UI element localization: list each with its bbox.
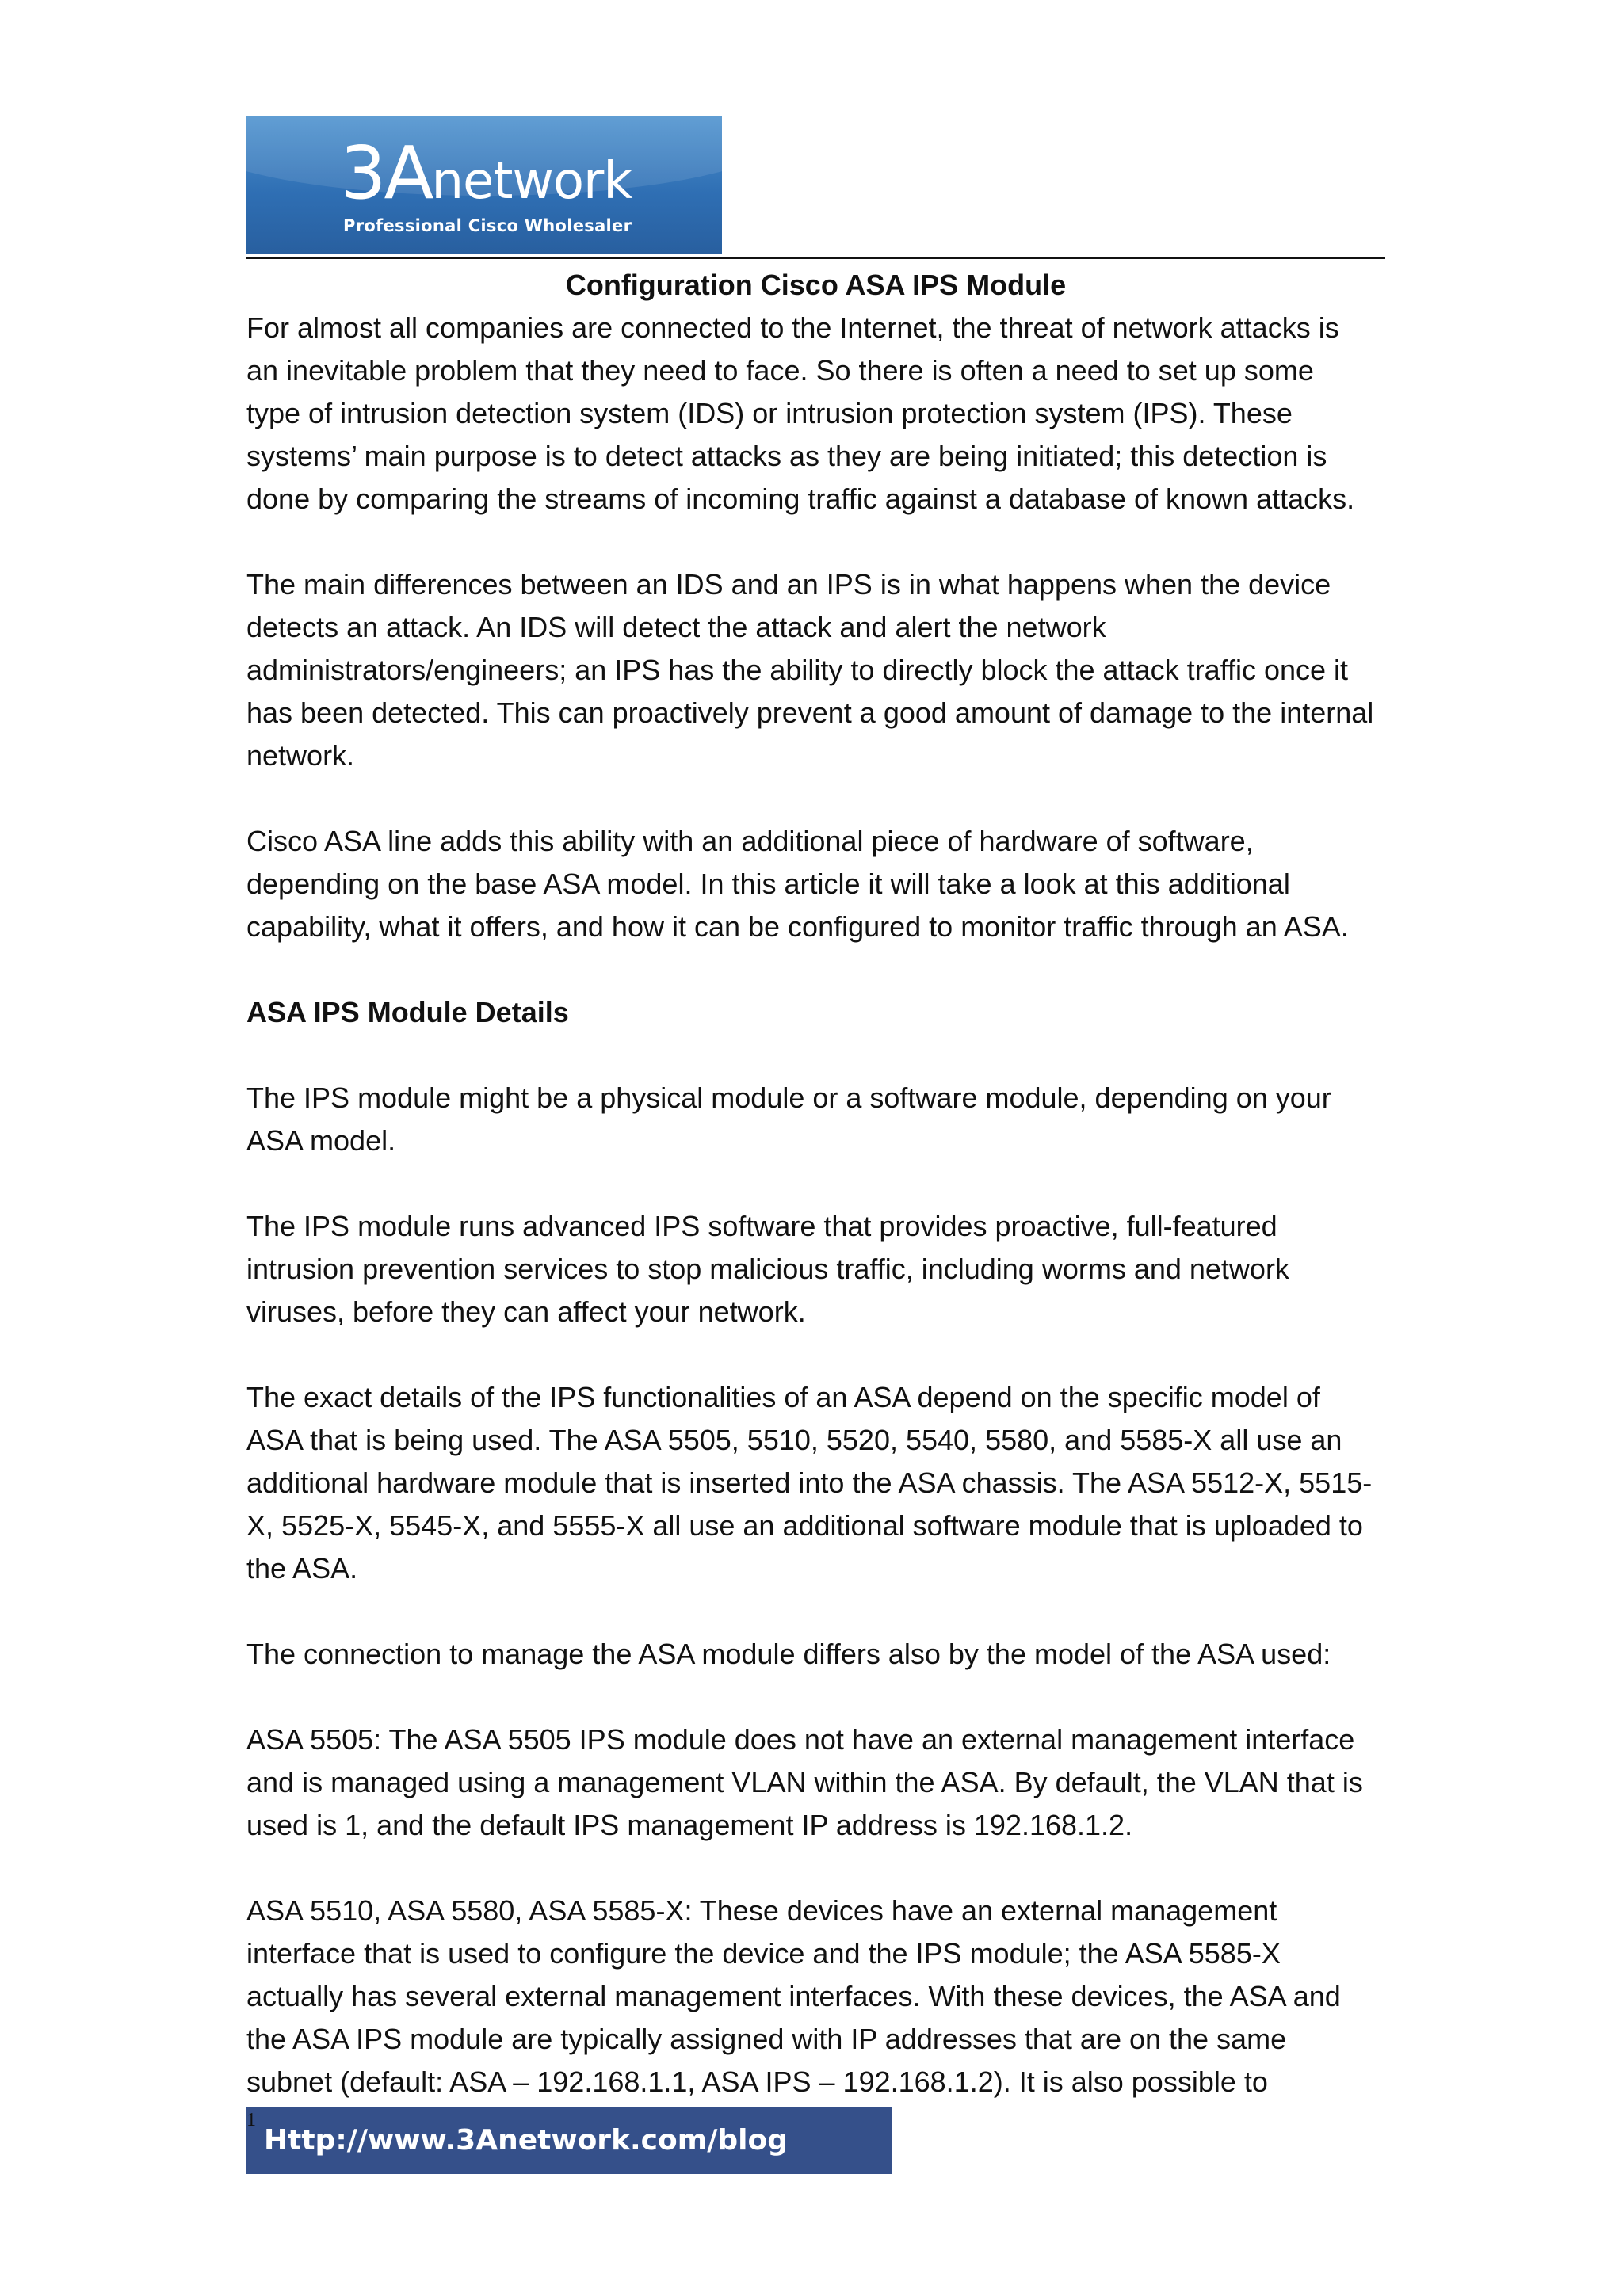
logo-rest: network bbox=[431, 152, 632, 211]
text-line: intrusion prevention services to stop malicious traffic, including worms and network bbox=[246, 1253, 1289, 1285]
paragraph-gap bbox=[246, 1590, 1396, 1633]
text-line: viruses, before they can affect your network. bbox=[246, 1295, 806, 1328]
text-line: and is managed using a management VLAN within the ASA. By default, the VLAN that is bbox=[246, 1766, 1363, 1798]
text-line: administrators/engineers; an IPS has the ability to directly block the attack traffic once it bbox=[246, 654, 1349, 686]
paragraph-differences bbox=[246, 563, 1396, 777]
text-line: type of intrusion detection system (IDS) or intrusion protection system (IPS). These bbox=[246, 397, 1293, 429]
text-line: the ASA. bbox=[246, 1552, 358, 1585]
paragraph-intro bbox=[246, 307, 1396, 521]
header-rule bbox=[246, 257, 1385, 259]
text-line: ASA that is being used. The ASA 5505, 5510, 5520, 5540, 5580, and 5585-X all use an bbox=[246, 1424, 1342, 1456]
text-line: The exact details of the IPS functionalities of an ASA depend on the specific model of bbox=[246, 1381, 1320, 1413]
text-line: The main differences between an IDS and an IPS is in what happens when the device bbox=[246, 568, 1331, 601]
text-line: used is 1, and the default IPS management IP address is 192.168.1.2. bbox=[246, 1809, 1133, 1841]
text-line: ASA 5505: The ASA 5505 IPS module does not have an external management interface bbox=[246, 1723, 1355, 1756]
paragraph-asa-line bbox=[246, 820, 1396, 948]
paragraph-gap bbox=[246, 1034, 1396, 1077]
text-line: Cisco ASA line adds this ability with an additional piece of hardware of software, bbox=[246, 825, 1254, 857]
text-line: detects an attack. An IDS will detect the attack and alert the network bbox=[246, 611, 1106, 643]
paragraph-gap bbox=[246, 1333, 1396, 1376]
text-line: an inevitable problem that they need to face. So there is often a need to set up some bbox=[246, 354, 1314, 387]
document-body bbox=[246, 264, 1396, 2103]
paragraph-connection bbox=[246, 1633, 1396, 1676]
text-line: the ASA IPS module are typically assigned with IP addresses that are on the same bbox=[246, 2023, 1287, 2055]
text-line: done by comparing the streams of incoming traffic against a database of known attacks. bbox=[246, 482, 1355, 515]
logo-tagline: Professional Cisco Wholesaler bbox=[343, 216, 632, 235]
paragraph-module-type bbox=[246, 1077, 1396, 1162]
text-line: X, 5525-X, 5545-X, and 5555-X all use an additional software module that is uploaded to bbox=[246, 1509, 1363, 1542]
footer-url: Http://www.3Anetwork.com/blog bbox=[264, 2124, 789, 2157]
paragraph-module-runs bbox=[246, 1205, 1396, 1333]
paragraph-gap bbox=[246, 1676, 1396, 1718]
text-line: has been detected. This can proactively prevent a good amount of damage to the internal bbox=[246, 696, 1374, 729]
paragraph-gap bbox=[246, 1162, 1396, 1205]
text-line: additional hardware module that is inserted into the ASA chassis. The ASA 5512-X, 5515- bbox=[246, 1466, 1373, 1499]
text-line: The IPS module might be a physical module or a software module, depending on your bbox=[246, 1081, 1331, 1114]
text-line: actually has several external management interfaces. With these devices, the ASA and bbox=[246, 1980, 1341, 2012]
text-line: capability, what it offers, and how it can be configured to monitor traffic through an ASA. bbox=[246, 910, 1349, 943]
page-number: 1 bbox=[246, 2110, 256, 2130]
document-title: Configuration Cisco ASA IPS Module bbox=[565, 269, 1067, 301]
text-line: The connection to manage the ASA module differs also by the model of the ASA used: bbox=[246, 1638, 1331, 1670]
paragraph-asa5505 bbox=[246, 1718, 1396, 1847]
text-line: ASA model. bbox=[246, 1124, 396, 1157]
footer-banner bbox=[246, 2107, 892, 2174]
text-line: network. bbox=[246, 739, 355, 772]
text-line: The IPS module runs advanced IPS software that provides proactive, full-featured bbox=[246, 1210, 1277, 1242]
text-line: systems’ main purpose is to detect attacks as they are being initiated; this detection is bbox=[246, 440, 1327, 472]
paragraph-gap bbox=[246, 948, 1396, 991]
text-line: For almost all companies are connected to the Internet, the threat of network attacks is bbox=[246, 311, 1339, 344]
paragraph-gap bbox=[246, 777, 1396, 820]
paragraph-gap bbox=[246, 1847, 1396, 1890]
paragraph-exact-details bbox=[246, 1376, 1396, 1590]
text-line: depending on the base ASA model. In this article it will take a look at this additional bbox=[246, 868, 1290, 900]
text-line: interface that is used to configure the device and the IPS module; the ASA 5585-X bbox=[246, 1937, 1281, 1970]
section-heading: ASA IPS Module Details bbox=[246, 996, 569, 1028]
text-line: subnet (default: ASA – 192.168.1.1, ASA IPS – 192.168.1.2). It is also possible to bbox=[246, 2065, 1268, 2098]
paragraph-gap bbox=[246, 521, 1396, 563]
logo-wordmark bbox=[340, 131, 632, 215]
logo-big-letter: 3A bbox=[340, 131, 432, 215]
paragraph-asa5510 bbox=[246, 1890, 1396, 2103]
text-line: ASA 5510, ASA 5580, ASA 5585-X: These devices have an external management bbox=[246, 1894, 1277, 1927]
brand-logo bbox=[246, 116, 722, 254]
